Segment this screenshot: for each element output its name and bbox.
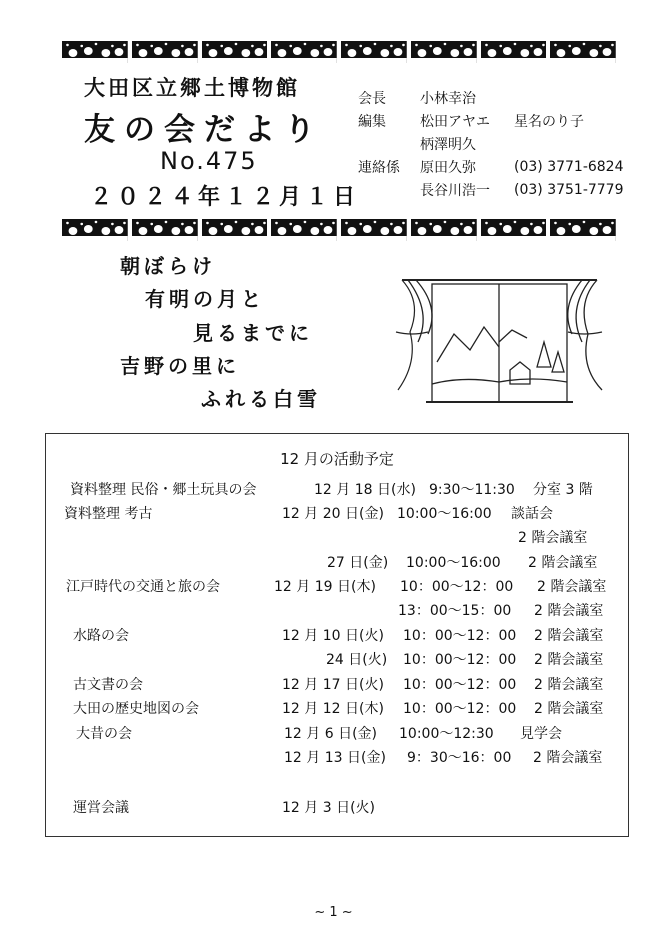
contact-phone: (03) 3751-7779 — [514, 181, 624, 198]
schedule-place: 2 階会議室 — [534, 701, 604, 717]
schedule-date: 12 月 13 日(金) — [284, 750, 386, 766]
poem-line: 朝ぼらけ — [120, 254, 216, 278]
decorative-band-middle — [62, 219, 616, 241]
snow-pattern-tile — [202, 41, 268, 63]
schedule-group: 江戸時代の交通と旅の会 — [66, 579, 220, 595]
schedule-box — [45, 433, 629, 837]
issue-number: No.475 — [160, 147, 258, 175]
editor-name: 松田アヤエ — [420, 113, 490, 130]
window-illustration — [392, 272, 607, 412]
chair-role: 会長 — [358, 90, 386, 107]
schedule-group: 資料整理 考古 — [64, 506, 153, 522]
chair-name: 小林幸治 — [420, 90, 476, 107]
schedule-group: 大昔の会 — [76, 726, 132, 742]
schedule-group: 水路の会 — [73, 628, 129, 644]
schedule-time: 10:00〜16:00 — [406, 555, 501, 571]
snow-pattern-tile — [550, 219, 616, 241]
snow-pattern-tile — [550, 41, 616, 63]
schedule-time: 10：00〜12：00 — [403, 677, 517, 693]
schedule-place: 2 階会議室 — [533, 750, 603, 766]
snow-pattern-tile — [481, 219, 547, 241]
page-number: ~ 1 ~ — [314, 905, 353, 920]
schedule-date: 12 月 19 日(木) — [274, 579, 376, 595]
contact-name: 長谷川浩一 — [420, 182, 490, 199]
schedule-place: 2 階会議室 — [537, 579, 607, 595]
schedule-date: 12 月 18 日(水) — [314, 482, 416, 498]
schedule-time: 10：00〜12：00 — [403, 628, 517, 644]
schedule-time: 10:00〜16:00 — [397, 506, 492, 522]
decorative-band-top — [62, 41, 616, 63]
contact-role: 連絡係 — [358, 159, 400, 176]
snow-pattern-tile — [271, 41, 337, 63]
schedule-time: 10:00〜12:30 — [399, 726, 494, 742]
schedule-time: 10：00〜12：00 — [403, 652, 517, 668]
poem-line: ふれる白雪 — [201, 387, 321, 411]
schedule-date: 12 月 12 日(木) — [282, 701, 384, 717]
schedule-time: 9:30〜11:30 — [429, 482, 515, 498]
snow-pattern-tile — [132, 219, 198, 241]
snow-pattern-tile — [132, 41, 198, 63]
schedule-date: 24 日(火) — [326, 652, 388, 668]
schedule-time: 13：00〜15：00 — [398, 603, 512, 619]
schedule-date: 12 月 10 日(火) — [282, 628, 384, 644]
schedule-place: 2 階会議室 — [518, 530, 588, 546]
poem-line: 見るまでに — [193, 321, 313, 345]
schedule-time: 9：30〜16：00 — [407, 750, 512, 766]
schedule-date: 12 月 20 日(金) — [282, 506, 384, 522]
schedule-place: 2 階会議室 — [534, 603, 604, 619]
schedule-place: 談話会 — [511, 506, 553, 522]
schedule-group: 運営会議 — [73, 800, 129, 816]
schedule-group: 資料整理 民俗・郷土玩具の会 — [70, 482, 257, 498]
snow-pattern-tile — [62, 219, 128, 241]
snow-pattern-tile — [481, 41, 547, 63]
snow-pattern-tile — [271, 219, 337, 241]
schedule-title: 12 月の活動予定 — [280, 450, 394, 468]
schedule-date: 12 月 6 日(金) — [284, 726, 377, 742]
staff-list — [358, 86, 624, 201]
editor-role: 編集 — [358, 113, 386, 130]
issue-date: ２０２４年１２月１日 — [90, 185, 361, 210]
snow-pattern-tile — [411, 219, 477, 241]
snow-pattern-tile — [341, 41, 407, 63]
schedule-time: 10：00〜12：00 — [403, 701, 517, 717]
schedule-date: 12 月 3 日(火) — [282, 800, 375, 816]
schedule-place: 2 階会議室 — [534, 677, 604, 693]
editor-name: 柄澤明久 — [420, 136, 476, 153]
snow-pattern-tile — [62, 41, 128, 63]
staff-row-contact-1 — [358, 155, 624, 178]
poem-line: 有明の月と — [145, 287, 265, 311]
snow-pattern-tile — [411, 41, 477, 63]
schedule-place: 2 階会議室 — [528, 555, 598, 571]
staff-row-contact-2 — [358, 178, 624, 201]
schedule-date: 12 月 17 日(火) — [282, 677, 384, 693]
schedule-date: 27 日(金) — [327, 555, 389, 571]
schedule-place: 2 階会議室 — [534, 652, 604, 668]
museum-name: 大田区立郷土博物館 — [84, 76, 300, 100]
contact-name: 原田久弥 — [420, 159, 476, 176]
poem-line: 吉野の里に — [120, 354, 240, 378]
snow-pattern-tile — [341, 219, 407, 241]
schedule-group: 大田の歴史地図の会 — [73, 701, 199, 717]
schedule-place: 2 階会議室 — [534, 628, 604, 644]
contact-phone: (03) 3771-6824 — [514, 158, 624, 175]
schedule-place: 分室 3 階 — [533, 482, 593, 498]
editor-name: 星名のり子 — [514, 113, 584, 130]
staff-row-editors-2 — [358, 132, 624, 155]
schedule-place: 見学会 — [520, 726, 562, 742]
staff-row-editors — [358, 109, 624, 132]
schedule-time: 10：00〜12：00 — [400, 579, 514, 595]
staff-row-chair — [358, 86, 624, 109]
snow-pattern-tile — [202, 219, 268, 241]
newsletter-title: 友の会だより — [84, 112, 324, 148]
schedule-group: 古文書の会 — [73, 677, 143, 693]
